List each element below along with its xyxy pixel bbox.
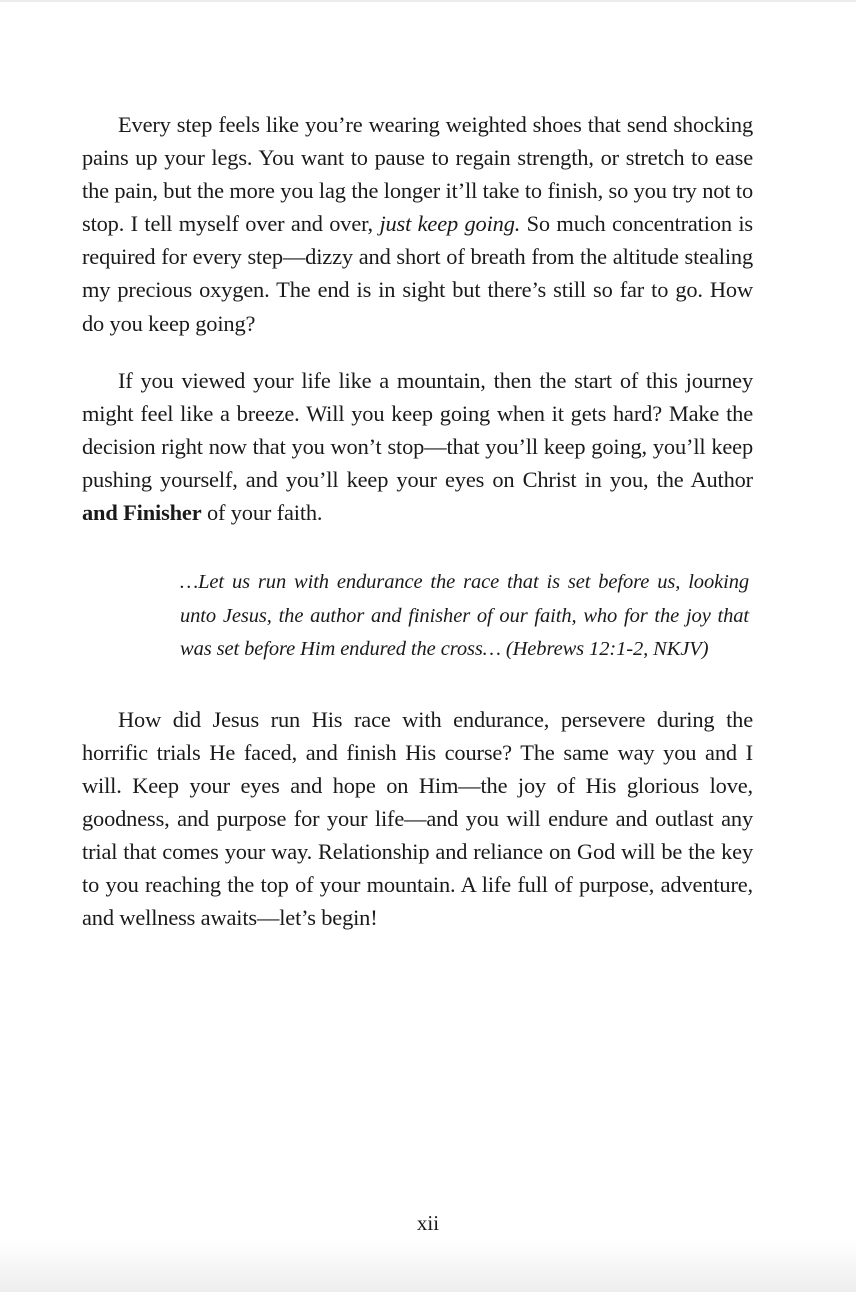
paragraph-1-italic-phrase: just keep going.	[379, 211, 521, 237]
paragraph-2-text-a: If you viewed your life like a mountain, then the start of this journey might feel like a breeze. Will you keep going when it gets hard? Make the decision right now that you won’t stop—that you’ll keep going, you’ll keep pushing yourself, and you’ll keep your eyes on Christ in you, the Author	[82, 367, 753, 492]
top-edge-rule	[0, 0, 856, 2]
paragraph-3	[82, 703, 753, 935]
paragraph-1-text-a: Every step feels like you’re wearing weighted shoes that send shocking pains up your legs. You want to pause to regain strength, or stretch to ease the pain, but the more you lag the longer it’ll take to finish, so you try not to stop. I tell myself over and over,	[82, 112, 753, 237]
paragraph-1	[82, 108, 753, 340]
paragraph-2	[82, 364, 753, 529]
paragraph-2-text-b: of your faith.	[201, 500, 323, 526]
bottom-page-shadow	[0, 1240, 856, 1292]
page-number: xii	[416, 1211, 440, 1235]
scripture-block-quote: …Let us run with endurance the race that is set before us, looking unto Jesus, the author and finisher of our faith, who for the joy that was set before Him endured the cross… (Hebrews 12:1-2, NKJV)	[180, 571, 749, 661]
paragraph-1-text-b: So much concentration is required for every step—dizzy and short of breath from the altitude stealing my precious oxygen. The end is in sight but there’s still so far to go. How do you keep going?	[82, 211, 753, 336]
page-body	[82, 108, 753, 935]
paragraph-3-text: How did Jesus run His race with endurance, persevere during the horrific trials He faced, and finish His course? The same way you and I will. Keep your eyes and hope on Him—the joy of His glorious love, goodness, and purpose for your life—and you will endure and outlast any trial that comes your way. Relationship and reliance on God will be the key to you reaching the top of your mountain. A life full of purpose, adventure, and wellness awaits—let’s begin!	[82, 706, 753, 931]
paragraph-2-bold-phrase: and Finisher	[82, 500, 202, 526]
